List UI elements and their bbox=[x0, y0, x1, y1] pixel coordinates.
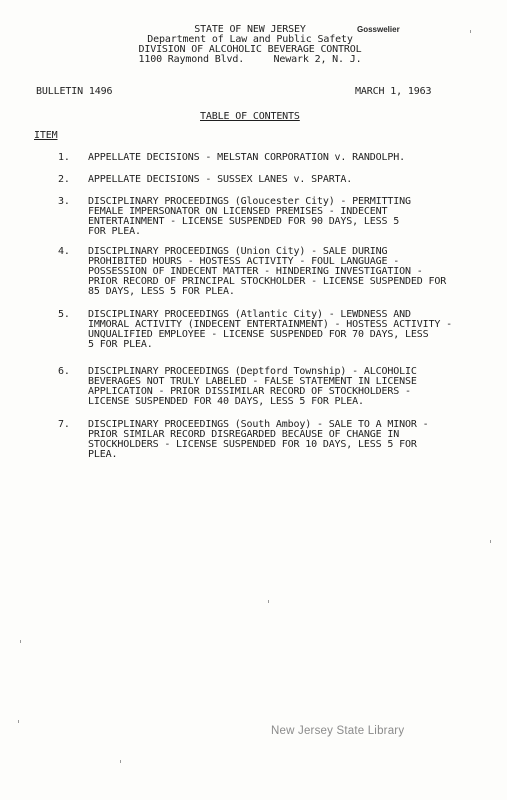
item-number: 7. bbox=[58, 419, 70, 430]
item-line: PRIOR SIMILAR RECORD DISREGARDED BECAUSE OF CHANGE IN bbox=[88, 429, 400, 440]
header-address: 1100 Raymond Blvd. Newark 2, N. J. bbox=[138, 54, 362, 65]
header-state: STATE OF NEW JERSEY bbox=[194, 24, 306, 35]
header-division: DIVISION OF ALCOHOLIC BEVERAGE CONTROL bbox=[138, 44, 362, 55]
item-number: 2. bbox=[58, 174, 70, 185]
item-line: DISCIPLINARY PROCEEDINGS (Union City) - SALE DURING bbox=[88, 246, 388, 257]
bulletin-date: MARCH 1, 1963 bbox=[355, 86, 432, 97]
item-number: 1. bbox=[58, 152, 70, 163]
item-line: 85 DAYS, LESS 5 FOR PLEA. bbox=[88, 286, 235, 297]
item-line: POSSESSION OF INDECENT MATTER - HINDERING INVESTIGATION - bbox=[88, 266, 423, 277]
item-heading: ITEM bbox=[34, 130, 58, 141]
library-stamp: New Jersey State Library bbox=[271, 725, 405, 737]
item-line: UNQUALIFIED EMPLOYEE - LICENSE SUSPENDED FOR 70 DAYS, LESS bbox=[88, 329, 429, 340]
scan-speck bbox=[490, 540, 491, 543]
item-line: FEMALE IMPERSONATOR ON LICENSED PREMISES - INDECENT bbox=[88, 206, 388, 217]
handwritten-name: Gosswelier bbox=[357, 25, 400, 34]
item-line: LICENSE SUSPENDED FOR 40 DAYS, LESS 5 FOR PLEA. bbox=[88, 396, 364, 407]
item-number: 4. bbox=[58, 246, 70, 257]
scan-speck bbox=[268, 600, 269, 603]
item-line: PRIOR RECORD OF PRINCIPAL STOCKHOLDER - LICENSE SUSPENDED FOR bbox=[88, 276, 447, 287]
item-number: 3. bbox=[58, 196, 70, 207]
item-line: FOR PLEA. bbox=[88, 226, 141, 237]
item-line: PLEA. bbox=[88, 449, 118, 460]
scan-speck bbox=[18, 720, 19, 723]
header-department: Department of Law and Public Safety bbox=[147, 34, 353, 45]
scan-speck bbox=[470, 30, 471, 33]
item-line: PROHIBITED HOURS - HOSTESS ACTIVITY - FOUL LANGUAGE - bbox=[88, 256, 400, 267]
item-line: ENTERTAINMENT - LICENSE SUSPENDED FOR 90 DAYS, LESS 5 bbox=[88, 216, 400, 227]
scan-speck bbox=[20, 640, 21, 643]
item-number: 5. bbox=[58, 309, 70, 320]
item-line: BEVERAGES NOT TRULY LABELED - FALSE STATEMENT IN LICENSE bbox=[88, 376, 417, 387]
item-line: APPELLATE DECISIONS - MELSTAN CORPORATION v. RANDOLPH. bbox=[88, 152, 406, 163]
item-line: APPLICATION - PRIOR DISSIMILAR RECORD OF STOCKHOLDERS - bbox=[88, 386, 411, 397]
toc-title: TABLE OF CONTENTS bbox=[200, 111, 300, 122]
item-line: STOCKHOLDERS - LICENSE SUSPENDED FOR 10 DAYS, LESS 5 FOR bbox=[88, 439, 417, 450]
item-line: DISCIPLINARY PROCEEDINGS (Deptford Township) - ALCOHOLIC bbox=[88, 366, 417, 377]
item-line: DISCIPLINARY PROCEEDINGS (Gloucester City) - PERMITTING bbox=[88, 196, 411, 207]
bulletin-number: BULLETIN 1496 bbox=[36, 86, 113, 97]
item-line: APPELLATE DECISIONS - SUSSEX LANES v. SPARTA. bbox=[88, 174, 353, 185]
item-line: 5 FOR PLEA. bbox=[88, 339, 153, 350]
scan-speck bbox=[120, 760, 121, 763]
item-line: DISCIPLINARY PROCEEDINGS (South Amboy) - SALE TO A MINOR - bbox=[88, 419, 429, 430]
item-line: DISCIPLINARY PROCEEDINGS (Atlantic City) - LEWDNESS AND bbox=[88, 309, 411, 320]
item-line: IMMORAL ACTIVITY (INDECENT ENTERTAINMENT) - HOSTESS ACTIVITY - bbox=[88, 319, 452, 330]
item-number: 6. bbox=[58, 366, 70, 377]
